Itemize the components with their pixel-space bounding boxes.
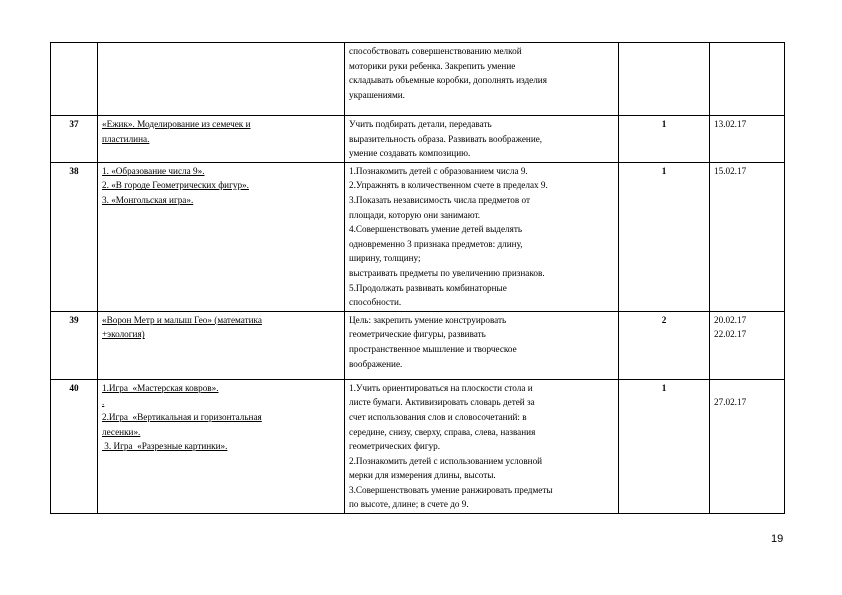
topic-line: +экология): [102, 329, 145, 340]
lesson-topic-cell: [98, 43, 345, 116]
lesson-dates-cell: [710, 311, 785, 379]
goal-line: 2.Упражнять в количественном счете в пределах 9.: [349, 180, 548, 191]
goal-line: геометрических фигур.: [349, 441, 441, 452]
goal-line: способствовать совершенствованию мелкой: [349, 46, 522, 56]
topic-line: 2.Игра «Вертикальная и горизонтальная: [102, 411, 262, 422]
table-row: [51, 43, 785, 116]
goal-line: пространственное мышление и творческое: [349, 343, 517, 354]
lesson-plan-table: [50, 42, 785, 514]
topic-line: .: [102, 397, 105, 408]
lesson-dates-cell: [710, 379, 785, 513]
lesson-hours: 1: [661, 382, 667, 393]
table-row: [51, 379, 785, 513]
table-row: [51, 162, 785, 311]
goal-line: одновременно 3 признака предметов: длину,: [349, 238, 523, 249]
topic-line: «Ежик». Моделирование из семечек и: [102, 119, 251, 129]
goal-line: по высоте, длине; в счете до 9.: [349, 499, 469, 510]
topic-line: 2. «В городе Геометрических фигур».: [102, 180, 249, 191]
goal-line: 1.Учить ориентироваться на плоскости стола и: [349, 382, 533, 393]
lesson-number-cell: [51, 43, 98, 116]
goal-line: мерки для измерения длины, высоты.: [349, 470, 496, 481]
lesson-hours-cell: [619, 43, 710, 116]
lesson-goals-cell: [345, 379, 619, 513]
goal-line: середине, снизу, сверху, справа, слева, названия: [349, 426, 536, 437]
lesson-number: 37: [69, 119, 79, 129]
lesson-dates-cell: [710, 116, 785, 163]
goal-line: 5.Продолжать развивать комбинаторные: [349, 282, 507, 293]
lesson-date: 20.02.17: [714, 314, 747, 325]
lesson-date: [714, 381, 780, 396]
goal-line: моторики руки ребенка. Закрепить умение: [349, 60, 516, 71]
topic-line: 3. «Монгольская игра».: [102, 194, 194, 205]
table-row: [51, 116, 785, 163]
goal-line: складывать объемные коробки, дополнять изделия: [349, 75, 547, 86]
goal-line: 4.Совершенствовать умение детей выделять: [349, 224, 523, 235]
lesson-goals-cell: [345, 311, 619, 379]
topic-line: пластилина.: [102, 133, 150, 144]
lesson-hours: 1: [661, 165, 667, 176]
lesson-date: 13.02.17: [714, 119, 747, 129]
goal-line: площади, которую они занимают.: [349, 209, 481, 220]
goal-line: украшениями.: [349, 89, 405, 100]
topic-line: 3. Игра «Разрезные картинки».: [102, 441, 228, 452]
lesson-topic-cell: [98, 162, 345, 311]
lesson-goals-cell: [345, 116, 619, 163]
goal-line: ширину, толщину;: [349, 253, 421, 264]
topic-line: лесенки».: [102, 426, 141, 437]
lesson-topic-cell: [98, 379, 345, 513]
goal-line: 3.Показать независимость числа предметов от: [349, 194, 530, 205]
page-number: 19: [771, 533, 784, 545]
lesson-date: 27.02.17: [714, 397, 747, 408]
goal-line: Учить подбирать детали, передавать: [349, 119, 492, 129]
goal-line: выстраивать предметы по увеличению признаков.: [349, 267, 545, 278]
goal-line: счет использования слов и словосочетаний: в: [349, 411, 527, 422]
goal-line: способности.: [349, 297, 402, 308]
goal-line: геометрические фигуры, развивать: [349, 329, 486, 340]
lesson-goals-cell: [345, 162, 619, 311]
goal-line: листе бумаги. Активизировать словарь детей за: [349, 397, 535, 408]
goal-line: 3.Совершенствовать умение ранжировать предметы: [349, 484, 553, 495]
lesson-number-cell: [51, 162, 98, 311]
lesson-hours: 1: [661, 119, 667, 129]
lesson-number: 38: [69, 165, 79, 176]
topic-line: «Ворон Метр и малыш Гео» (математика: [102, 314, 262, 325]
lesson-hours-cell: [619, 311, 710, 379]
lesson-number: 39: [69, 314, 79, 325]
lesson-date: 22.02.17: [714, 329, 747, 340]
lesson-hours-cell: [619, 162, 710, 311]
lesson-goals-cell: [345, 43, 619, 116]
lesson-hours-cell: [619, 379, 710, 513]
lesson-dates-cell: [710, 43, 785, 116]
table-row: [51, 311, 785, 379]
goal-line: 2.Познакомить детей с использованием условной: [349, 455, 543, 466]
goal-line: выразительность образа. Развивать воображение,: [349, 133, 543, 144]
lesson-topic-cell: [98, 311, 345, 379]
goal-line: Цель: закрепить умение конструировать: [349, 314, 507, 325]
lesson-number: 40: [69, 382, 79, 393]
lesson-date: 15.02.17: [714, 165, 747, 176]
goal-line: 1.Познакомить детей с образованием числа 9.: [349, 165, 528, 176]
lesson-number-cell: [51, 379, 98, 513]
lesson-hours: 2: [661, 314, 667, 325]
topic-line: 1. «Образование числа 9».: [102, 165, 205, 176]
lesson-number-cell: [51, 311, 98, 379]
goal-line: воображение.: [349, 358, 403, 369]
lesson-plan-body: [51, 43, 785, 514]
topic-line: 1.Игра «Мастерская ковров».: [102, 382, 219, 393]
lesson-hours-cell: [619, 116, 710, 163]
lesson-number-cell: [51, 116, 98, 163]
goal-line: умение создавать композицию.: [349, 148, 471, 159]
lesson-dates-cell: [710, 162, 785, 311]
lesson-topic-cell: [98, 116, 345, 163]
